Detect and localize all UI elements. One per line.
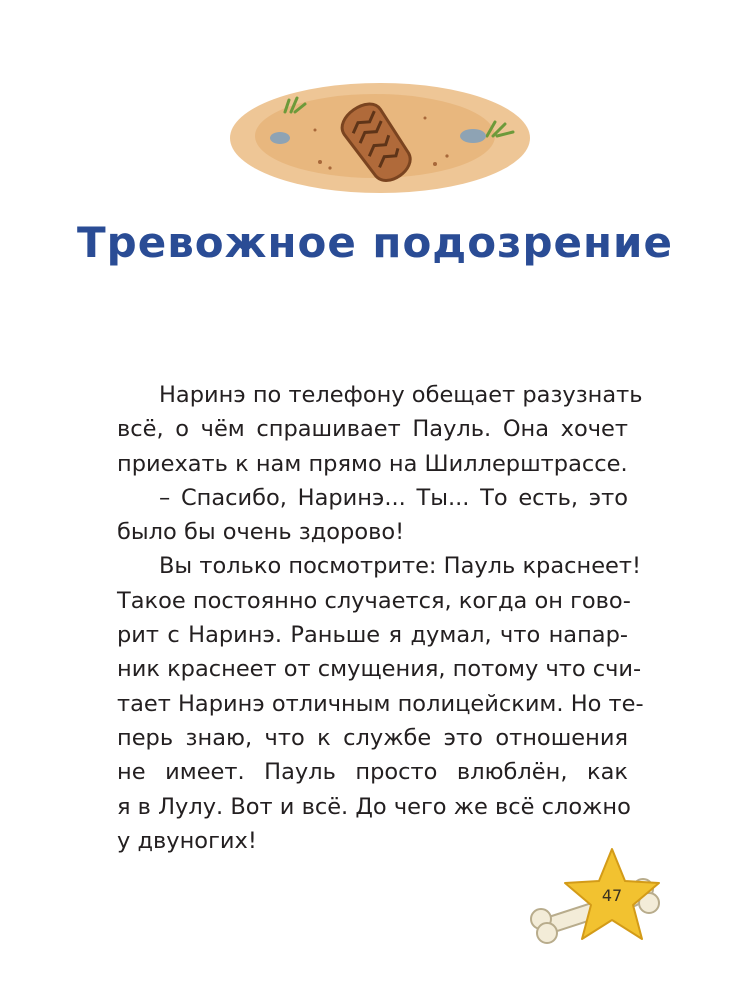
pebble-right-icon (460, 129, 486, 143)
text-line: было бы очень здорово! (117, 519, 405, 546)
text-line: всё, о чём спрашивает Пауль. Она хочет (117, 416, 628, 443)
text-line: ник краснеет от смущения, потому что счи- (117, 656, 642, 683)
chapter-title: Тревожное подозрение (77, 218, 673, 267)
text-line: Такое постоянно случается, когда он гово- (117, 587, 631, 614)
page-number: 47 (601, 886, 623, 905)
text-line: приехать к нам прямо на Шиллерштрассе. (117, 450, 628, 477)
text-line: перь знаю, что к службе это отношения (117, 724, 628, 751)
text-line: Вы только посмотрите: Пауль краснеет! (159, 553, 642, 580)
text-line: тает Наринэ отличным полицейским. Но те- (117, 690, 644, 717)
body-text (117, 378, 644, 858)
text-line: рит с Наринэ. Раньше я думал, что напар- (117, 622, 628, 649)
text-line: не имеет. Пауль просто влюблён, как (117, 759, 628, 786)
text-line: – Спасибо, Наринэ... Ты... То есть, это (159, 484, 628, 511)
text-line: я в Лулу. Вот и всё. До чего же всё сложно (117, 793, 631, 820)
pebble-left-icon (270, 132, 290, 144)
text-line: Наринэ по телефону обещает разузнать (159, 382, 643, 408)
footprint-illustration (225, 70, 535, 200)
text-line: у двуногих! (117, 827, 257, 854)
